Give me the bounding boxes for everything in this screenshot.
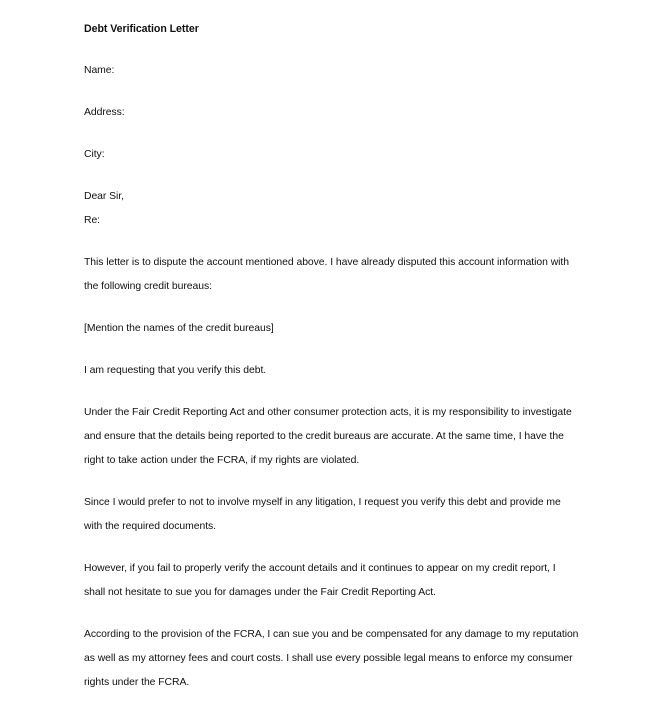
paragraph-4-line-3: right to take action under the FCRA, if my rights are violated. [84, 455, 360, 466]
paragraph-5-line-1: Since I would prefer to not to involve myself in any litigation, I request you verify this debt and provide me [84, 497, 561, 508]
re-line: Re: [84, 215, 101, 226]
paragraph-2-line-1: [Mention the names of the credit bureaus] [84, 323, 274, 334]
paragraph-7-line-1: According to the provision of the FCRA, I can sue you and be compensated for any damage to my reputation [84, 629, 579, 640]
paragraph-1-line-1: This letter is to dispute the account mentioned above. I have already disputed this account information with [84, 257, 569, 268]
paragraph-4-line-1: Under the Fair Credit Reporting Act and other consumer protection acts, it is my responsibility to investigate [84, 407, 572, 418]
paragraph-7-line-3: rights under the FCRA. [84, 677, 190, 688]
letter-title: Debt Verification Letter [84, 23, 199, 35]
address-field-label: Address: [84, 107, 125, 118]
name-field-label: Name: [84, 65, 115, 76]
paragraph-6-line-1: However, if you fail to properly verify the account details and it continues to appear on my credit report, I [84, 563, 556, 574]
paragraph-7-line-2: as well as my attorney fees and court costs. I shall use every possible legal means to enforce my consumer [84, 653, 573, 664]
paragraph-4-line-2: and ensure that the details being reported to the credit bureaus are accurate. At the same time, I have the [84, 431, 564, 442]
city-field-label: City: [84, 149, 105, 160]
paragraph-1-line-2: the following credit bureaus: [84, 281, 212, 292]
paragraph-3-line-1: I am requesting that you verify this debt. [84, 365, 267, 376]
salutation: Dear Sir, [84, 191, 124, 202]
paragraph-6-line-2: shall not hesitate to sue you for damages under the Fair Credit Reporting Act. [84, 587, 436, 598]
paragraph-5-line-2: with the required documents. [84, 521, 217, 532]
